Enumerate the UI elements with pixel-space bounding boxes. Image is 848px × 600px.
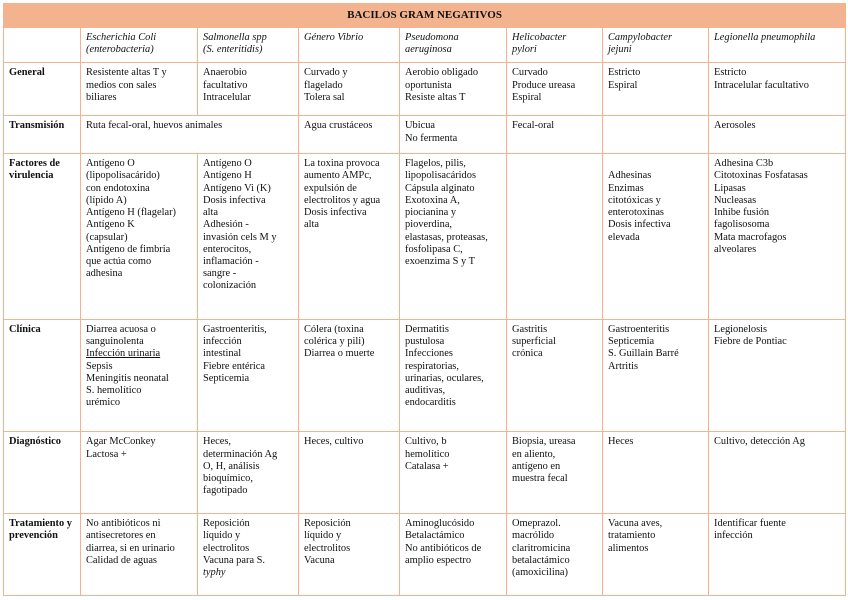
col-header-salmonella: Salmonella spp (S. enteritidis) bbox=[198, 27, 299, 63]
table-cell bbox=[603, 116, 709, 154]
table-cell: Adhesina C3b Citotoxinas Fosfatasas Lipasas Nucleasas Inhibe fusión fagolisosoma Mata macrofagos alveolares bbox=[709, 154, 846, 320]
col-header-campylobacter: Campylobacter jejuni bbox=[603, 27, 709, 63]
table-cell: Cólera (toxina colérica y pili) Diarrea o muerte bbox=[299, 319, 400, 431]
table-row bbox=[4, 432, 846, 514]
table-cell: Cultivo, detección Ag bbox=[709, 432, 846, 514]
table-cell: Gastroenteritis Septicemia S. Guillain Barré Artritis bbox=[603, 319, 709, 431]
table-cell: Cultivo, b hemolítico Catalasa + bbox=[400, 432, 507, 514]
table-cell: Vacuna aves, tratamiento alimentos bbox=[603, 514, 709, 596]
row-label-factores: Factores de virulencia bbox=[4, 154, 81, 320]
col-header-helicobacter: Helicobacter pylori bbox=[507, 27, 603, 63]
table-cell: Aminoglucósido Betalactámico No antibióticos de amplio espectro bbox=[400, 514, 507, 596]
table-cell: Agua crustáceos bbox=[299, 116, 400, 154]
row-label-general: General bbox=[4, 63, 81, 116]
table-cell: Omeprazol. macrólido claritromicina betalactámico (amoxicilina) bbox=[507, 514, 603, 596]
table-cell: Heces, determinación Ag O, H, análisis bioquímico, fagotipado bbox=[198, 432, 299, 514]
title-row bbox=[4, 4, 846, 28]
table-cell: Gastroenteritis, infección intestinal Fiebre entérica Septicemia bbox=[198, 319, 299, 431]
table-cell: Reposición líquido y electrolitos Vacuna para S. typhy bbox=[198, 514, 299, 596]
row-label-transmision: Transmisión bbox=[4, 116, 81, 154]
table-cell: Aerosoles bbox=[709, 116, 846, 154]
row-label-tratamiento: Tratamiento y prevención bbox=[4, 514, 81, 596]
table-cell: Dermatitis pustulosa Infecciones respiratorias, urinarias, oculares, auditivas, endocarditis bbox=[400, 319, 507, 431]
table-cell: Aerobio obligado oportunista Resiste altas T bbox=[400, 63, 507, 116]
table-cell: Estricto Espiral bbox=[603, 63, 709, 116]
header-row bbox=[4, 27, 846, 63]
table-row bbox=[4, 154, 846, 320]
table-cell: Estricto Intracelular facultativo bbox=[709, 63, 846, 116]
table-cell: Gastritis superficial crónica bbox=[507, 319, 603, 431]
table-title: BACILOS GRAM NEGATIVOS bbox=[4, 4, 846, 28]
table-row bbox=[4, 514, 846, 596]
table-row bbox=[4, 116, 846, 154]
table-cell: Fecal-oral bbox=[507, 116, 603, 154]
table-cell: La toxina provoca aumento AMPc, expulsión de electrolitos y agua Dosis infectiva alta bbox=[299, 154, 400, 320]
table-cell: Legionelosis Fiebre de Pontiac bbox=[709, 319, 846, 431]
table-cell: No antibióticos ni antisecretores en diarrea, si en urinario Calidad de aguas bbox=[81, 514, 198, 596]
table-cell: Adhesinas Enzimas citotóxicas y enterotoxinas Dosis infectiva elevada bbox=[603, 154, 709, 320]
table-cell: Antígeno O Antígeno H Antígeno Vi (K) Dosis infectiva alta Adhesión - invasión cels M y enterocitos, inflamación - sangre - colonización bbox=[198, 154, 299, 320]
table-cell: Heces, cultivo bbox=[299, 432, 400, 514]
row-label-clinica: Clínica bbox=[4, 319, 81, 431]
table-cell: Reposición líquido y electrolitos Vacuna bbox=[299, 514, 400, 596]
table-cell: Identificar fuente infección bbox=[709, 514, 846, 596]
table-row bbox=[4, 63, 846, 116]
table-cell: Diarrea acuosa o sanguinolenta Infección urinaria Sepsis Meningitis neonatal S. hemolítico urémico bbox=[81, 319, 198, 431]
bacilos-table bbox=[3, 3, 846, 596]
col-header-pseudomona: Pseudomona aeruginosa bbox=[400, 27, 507, 63]
col-header-ecoli: Escherichia Coli (enterobacteria) bbox=[81, 27, 198, 63]
table-cell: Flagelos, pilis, lipopolisacáridos Cápsula alginato Exotoxina A, piocianina y pioverdina, elastasas, proteasas, fosfolipasa C, exoenzima S y T bbox=[400, 154, 507, 320]
table-row bbox=[4, 319, 846, 431]
corner-cell bbox=[4, 27, 81, 63]
col-header-legionella: Legionella pneumophila bbox=[709, 27, 846, 63]
table-cell: Anaerobio facultativo Intracelular bbox=[198, 63, 299, 116]
row-label-diagnostico: Diagnóstico bbox=[4, 432, 81, 514]
table-cell: Agar McConkey Lactosa + bbox=[81, 432, 198, 514]
table-cell: Ubicua No fermenta bbox=[400, 116, 507, 154]
table-cell: Curvado y flagelado Tolera sal bbox=[299, 63, 400, 116]
table-cell bbox=[507, 154, 603, 320]
table-cell: Resistente altas T y medios con sales biliares bbox=[81, 63, 198, 116]
table-cell: Antígeno O (lipopolisacárido) con endotoxina (lípido A) Antígeno H (flagelar) Antígeno K (capsular) Antígeno de fimbria que actúa como adhesina bbox=[81, 154, 198, 320]
table-cell: Heces bbox=[603, 432, 709, 514]
table-cell: Curvado Produce ureasa Espiral bbox=[507, 63, 603, 116]
table-cell: Biopsia, ureasa en aliento, antígeno en muestra fecal bbox=[507, 432, 603, 514]
col-header-vibrio: Género Vibrio bbox=[299, 27, 400, 63]
table-cell: Ruta fecal-oral, huevos animales bbox=[81, 116, 299, 154]
